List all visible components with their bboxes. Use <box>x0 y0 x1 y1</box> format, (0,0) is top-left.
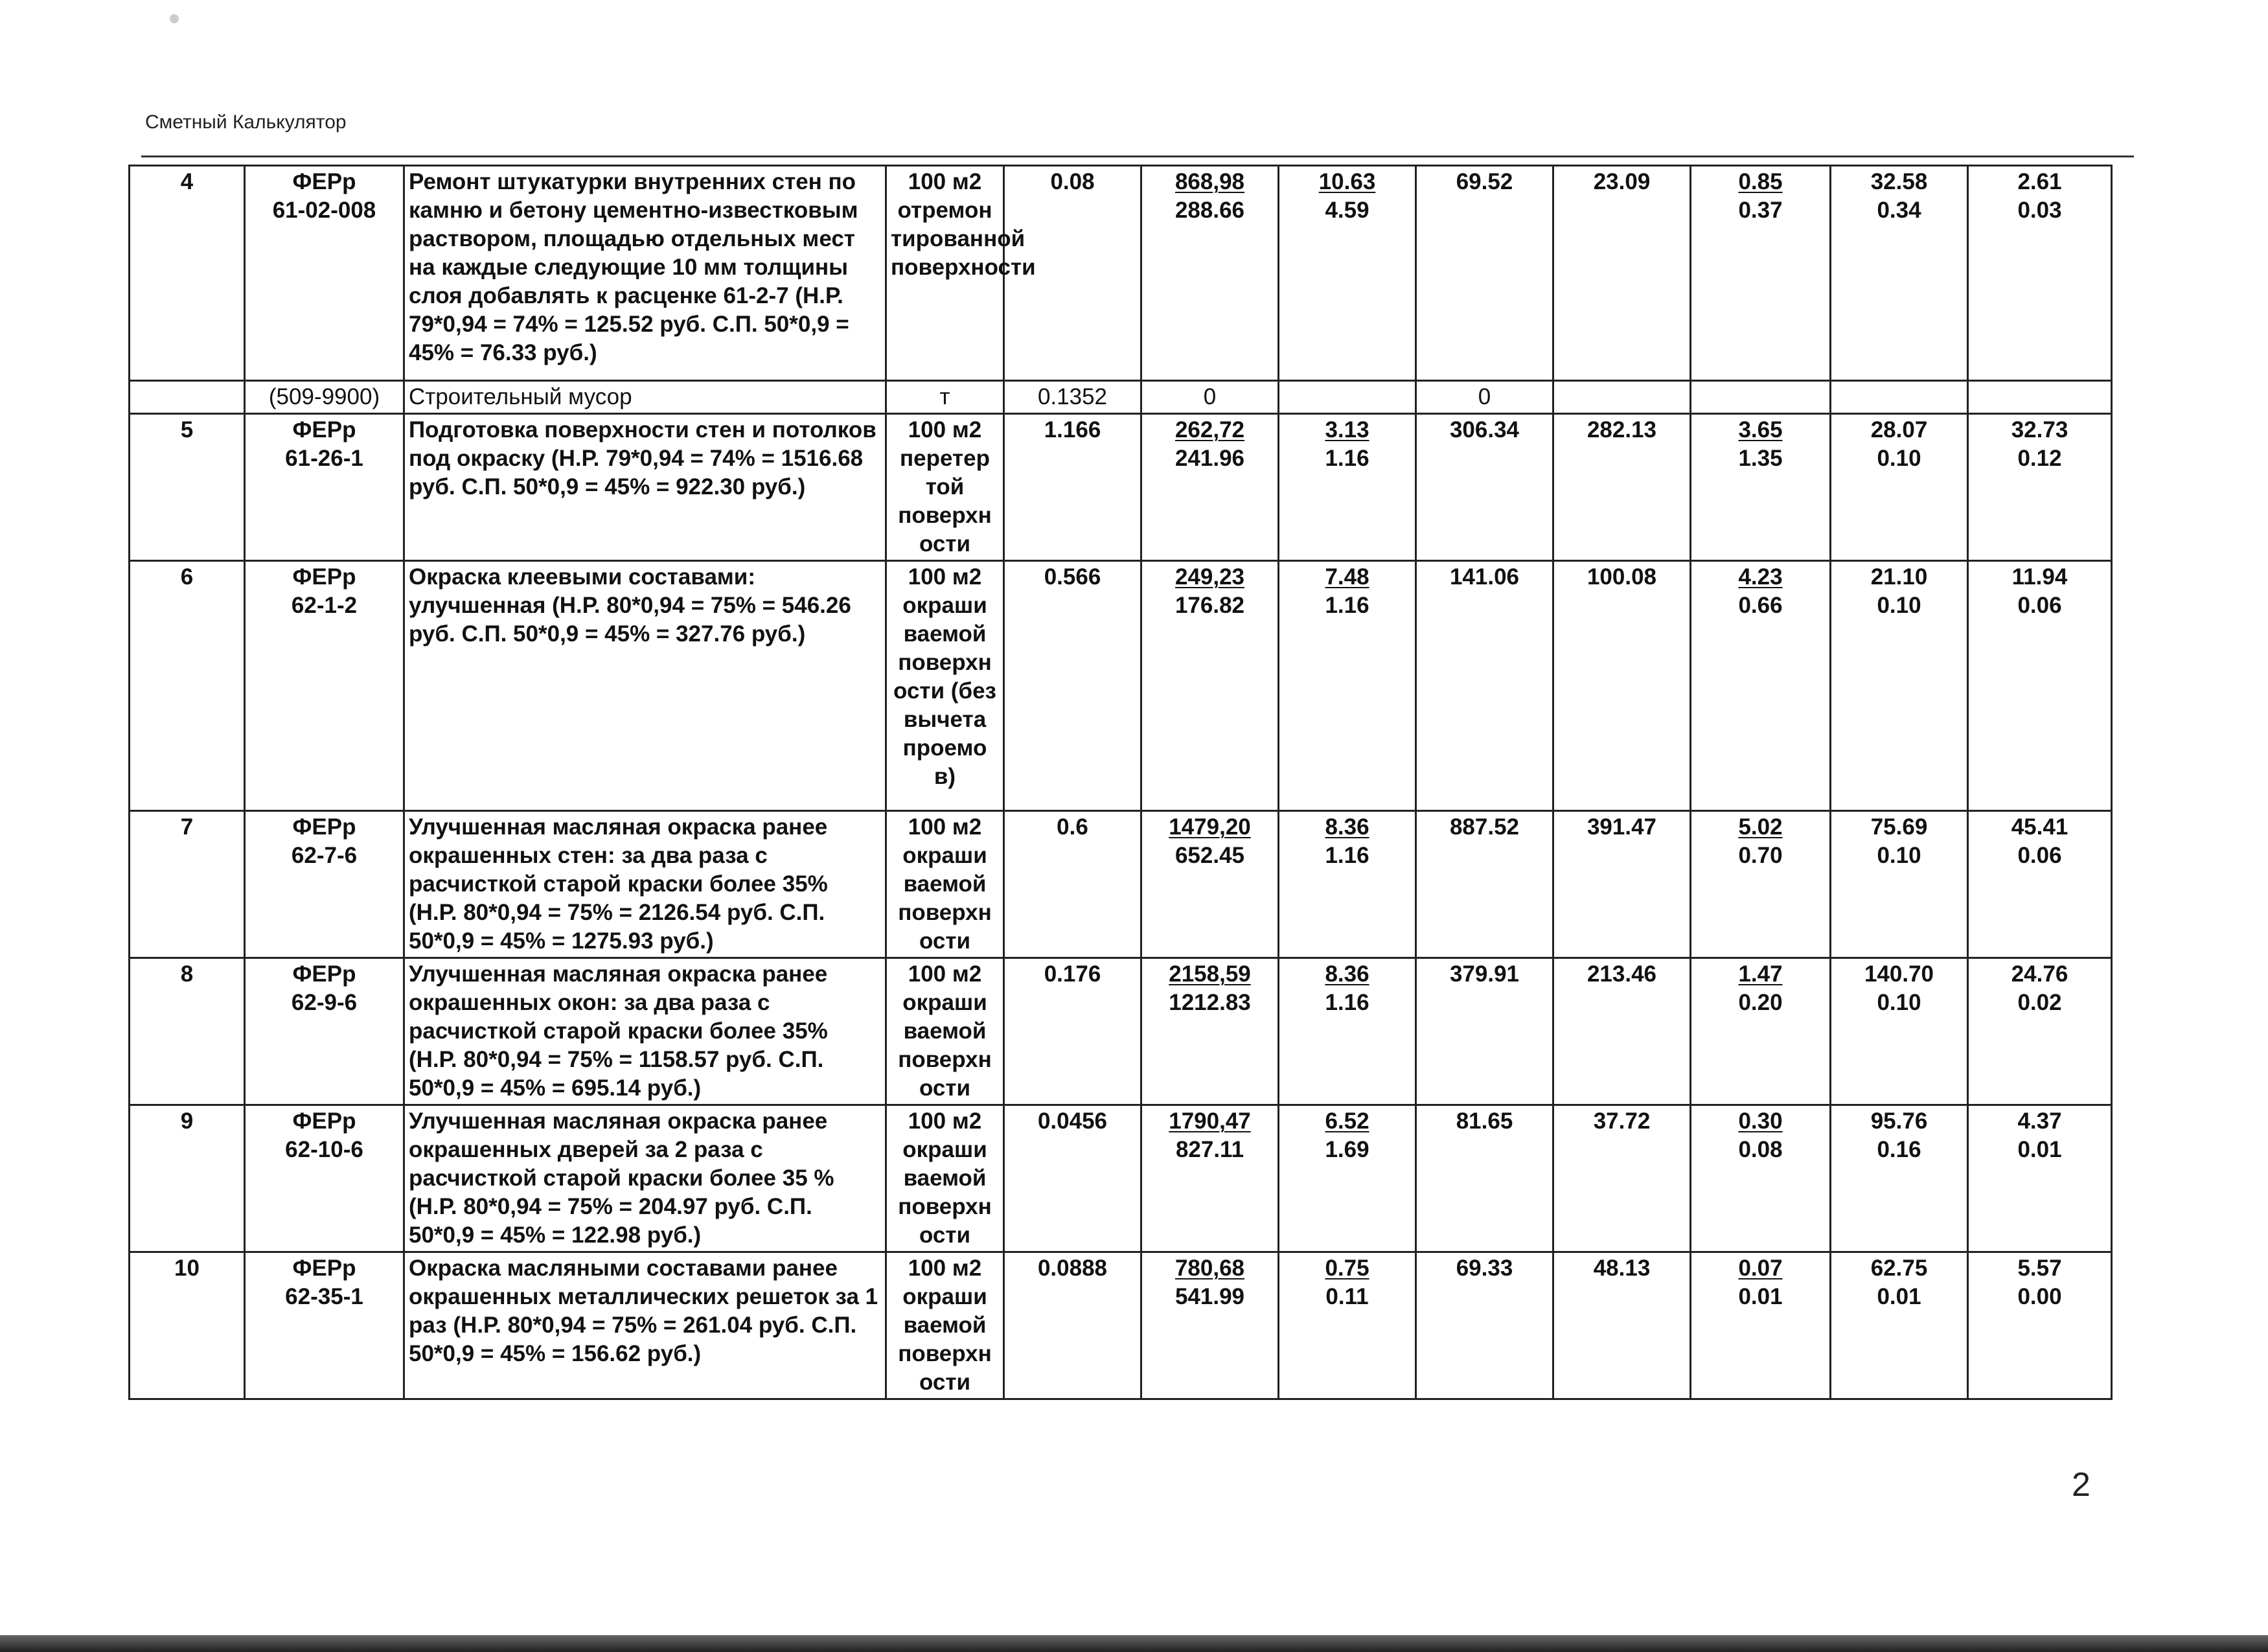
row-quantity-text: 0.0888 <box>1037 1256 1108 1281</box>
table-row <box>130 811 2112 958</box>
row-col10 <box>1691 958 1831 1105</box>
col11-pair-bottom: 0.10 <box>1877 593 1921 618</box>
col7-fraction <box>1325 813 1369 870</box>
col7-fraction-top: 3.13 <box>1325 417 1369 442</box>
row-code-text: (509-9900) <box>268 384 380 409</box>
table-row <box>130 414 2112 561</box>
price-fraction-top: 868,98 <box>1174 169 1245 194</box>
col12-pair-top: 32.73 <box>2011 417 2068 442</box>
row-quantity <box>1004 381 1141 414</box>
row-total <box>1416 811 1553 958</box>
col11-pair <box>1835 1107 1963 1164</box>
row-col9 <box>1553 561 1691 811</box>
col10-fraction-top: 1.47 <box>1738 961 1783 987</box>
col11-pair-bottom: 0.10 <box>1877 843 1921 868</box>
row-quantity <box>1004 811 1141 958</box>
col10-fraction <box>1738 416 1782 473</box>
row-description-text: Подготовка поверхности стен и потолков под окраску (Н.Р. 79*0,94 = 74% = 1516.68 руб. С.П. 50*0,9 = 45% = 922.30 руб.) <box>409 417 876 499</box>
row-description <box>404 811 886 958</box>
price-fraction <box>1175 416 1244 473</box>
row-col12 <box>1968 811 2112 958</box>
code-prefix: ФЕРр <box>292 564 356 590</box>
code-prefix: ФЕРр <box>292 417 356 442</box>
col7-fraction <box>1325 563 1369 620</box>
price-fraction-top: 780,68 <box>1174 1256 1245 1281</box>
row-col12 <box>1968 166 2112 381</box>
col12-pair-top: 5.57 <box>2017 1256 2062 1281</box>
col7-fraction <box>1325 960 1369 1017</box>
col7-fraction <box>1319 168 1376 225</box>
row-unit <box>886 1105 1004 1252</box>
row-col9-text: 37.72 <box>1593 1108 1651 1134</box>
row-description <box>404 561 886 811</box>
col11-pair-bottom: 0.34 <box>1877 198 1921 223</box>
col11-pair <box>1835 1254 1963 1311</box>
col10-fraction-top: 0.85 <box>1738 169 1783 194</box>
row-number-text: 6 <box>180 564 194 590</box>
row-col11 <box>1831 166 1968 381</box>
row-col9-text: 23.09 <box>1593 169 1651 194</box>
price-fraction-bottom: 1212.83 <box>1169 990 1251 1015</box>
row-price <box>1141 958 1279 1105</box>
price-fraction-top: 1479,20 <box>1169 814 1251 840</box>
row-total-text: 141.06 <box>1449 564 1520 590</box>
col11-pair-top: 21.10 <box>1870 564 1928 590</box>
col11-pair-bottom: 0.10 <box>1877 990 1921 1015</box>
col10-fraction-bottom: 0.37 <box>1738 198 1783 223</box>
row-price <box>1141 414 1279 561</box>
row-col7 <box>1279 811 1416 958</box>
col12-pair-bottom: 0.12 <box>2017 446 2062 471</box>
row-quantity <box>1004 1252 1141 1399</box>
col7-fraction-bottom: 1.16 <box>1325 990 1369 1015</box>
row-col9 <box>1553 381 1691 414</box>
row-number <box>130 381 245 414</box>
col12-pair <box>1973 168 2107 225</box>
row-total <box>1416 958 1553 1105</box>
row-description-text: Улучшенная масляная окраска ранее окрашенных дверей за 2 раза с расчисткой старой краски более 35 % (Н.Р. 80*0,94 = 75% = 204.97 руб. С.П. 50*0,9 = 45% = 122.98 руб.) <box>409 1108 834 1248</box>
row-col7 <box>1279 414 1416 561</box>
row-quantity <box>1004 958 1141 1105</box>
row-number <box>130 561 245 811</box>
col12-pair-bottom: 0.01 <box>2017 1137 2062 1162</box>
col11-pair-bottom: 0.16 <box>1877 1137 1921 1162</box>
scan-speck <box>170 14 179 23</box>
row-col11 <box>1831 1105 1968 1252</box>
col11-pair <box>1835 960 1963 1017</box>
row-code <box>245 958 404 1105</box>
code-prefix: ФЕРр <box>292 961 356 987</box>
row-description-text: Улучшенная масляная окраска ранее окрашенных окон: за два раза с расчисткой старой краски более 35% (Н.Р. 80*0,94 = 75% = 1158.57 руб. С.П. 50*0,9 = 45% = 695.14 руб.) <box>409 961 828 1101</box>
row-col9 <box>1553 958 1691 1105</box>
col7-fraction <box>1325 1254 1369 1311</box>
col11-pair <box>1835 563 1963 620</box>
row-col10 <box>1691 1252 1831 1399</box>
col12-pair-top: 11.94 <box>2011 564 2068 590</box>
row-col7 <box>1279 561 1416 811</box>
row-col9 <box>1553 414 1691 561</box>
row-col11 <box>1831 958 1968 1105</box>
col12-pair <box>1973 1254 2107 1311</box>
row-total <box>1416 561 1553 811</box>
code-prefix: ФЕРр <box>292 169 356 194</box>
col7-fraction-top: 7.48 <box>1325 564 1369 590</box>
row-col9 <box>1553 1252 1691 1399</box>
col10-fraction-top: 3.65 <box>1738 417 1783 442</box>
col7-fraction-top: 6.52 <box>1325 1108 1369 1134</box>
row-unit-text: 100 м2 окраши ваемой поверхн ости <box>898 961 992 1101</box>
col7-fraction <box>1325 1107 1369 1164</box>
row-unit <box>886 414 1004 561</box>
row-total <box>1416 1105 1553 1252</box>
price-fraction <box>1169 960 1251 1017</box>
price-fraction-bottom: 241.96 <box>1174 446 1245 471</box>
col11-pair-top: 95.76 <box>1870 1108 1928 1134</box>
col12-pair <box>1973 563 2107 620</box>
row-number-text: 8 <box>180 961 194 987</box>
row-description <box>404 1105 886 1252</box>
row-number <box>130 811 245 958</box>
col10-fraction-bottom: 0.20 <box>1738 990 1783 1015</box>
col10-fraction-bottom: 0.08 <box>1738 1137 1783 1162</box>
row-description <box>404 1252 886 1399</box>
row-description <box>404 958 886 1105</box>
row-col10 <box>1691 811 1831 958</box>
col11-pair-bottom: 0.10 <box>1877 446 1921 471</box>
row-number-text: 4 <box>180 169 194 194</box>
col10-fraction <box>1738 960 1782 1017</box>
col11-pair-top: 32.58 <box>1870 169 1928 194</box>
row-col12 <box>1968 561 2112 811</box>
code-prefix: ФЕРр <box>292 1256 356 1281</box>
row-total <box>1416 414 1553 561</box>
row-total-text: 306.34 <box>1449 417 1520 442</box>
col7-fraction-top: 10.63 <box>1318 169 1376 194</box>
col10-fraction-top: 0.07 <box>1738 1256 1783 1281</box>
price-fraction-bottom: 288.66 <box>1174 198 1245 223</box>
table-row <box>130 561 2112 811</box>
row-col10 <box>1691 166 1831 381</box>
row-price <box>1141 1252 1279 1399</box>
table-row <box>130 1105 2112 1252</box>
row-total-text: 0 <box>1478 384 1491 409</box>
row-col7 <box>1279 1105 1416 1252</box>
row-col10 <box>1691 381 1831 414</box>
row-code <box>245 811 404 958</box>
row-col11 <box>1831 381 1968 414</box>
row-col7 <box>1279 166 1416 381</box>
row-col7 <box>1279 1252 1416 1399</box>
scan-edge-bar <box>0 1635 2268 1652</box>
row-col10 <box>1691 1105 1831 1252</box>
col12-pair-top: 45.41 <box>2011 814 2068 840</box>
row-col9-text: 391.47 <box>1586 814 1657 840</box>
code-prefix: ФЕРр <box>292 1108 356 1134</box>
row-unit-text: 100 м2 окраши ваемой поверхн ости (без вычета проемо в) <box>893 564 996 789</box>
col11-pair <box>1835 813 1963 870</box>
code-number: 62-10-6 <box>285 1137 363 1162</box>
col10-fraction-bottom: 0.66 <box>1738 593 1783 618</box>
price-fraction-bottom: 176.82 <box>1174 593 1245 618</box>
col11-pair-top: 62.75 <box>1870 1256 1928 1281</box>
row-quantity <box>1004 1105 1141 1252</box>
col10-fraction <box>1738 1254 1782 1311</box>
row-number-text: 5 <box>180 417 194 442</box>
price-fraction-top: 1790,47 <box>1169 1108 1251 1134</box>
row-col10 <box>1691 561 1831 811</box>
row-total <box>1416 381 1553 414</box>
row-unit-text: 100 м2 окраши ваемой поверхн ости <box>898 1256 992 1395</box>
row-unit-text: т <box>939 384 950 409</box>
col10-fraction <box>1738 1107 1782 1164</box>
row-col12 <box>1968 1252 2112 1399</box>
row-code <box>245 414 404 561</box>
row-col12 <box>1968 381 2112 414</box>
col11-pair-bottom: 0.01 <box>1877 1284 1921 1309</box>
row-unit <box>886 561 1004 811</box>
row-description <box>404 166 886 381</box>
col7-fraction <box>1325 416 1369 473</box>
row-price <box>1141 1105 1279 1252</box>
col10-fraction <box>1738 168 1782 225</box>
row-number <box>130 1252 245 1399</box>
row-col9-text: 100.08 <box>1586 564 1657 590</box>
row-total <box>1416 1252 1553 1399</box>
col7-fraction-bottom: 1.69 <box>1325 1137 1369 1162</box>
row-col7 <box>1279 381 1416 414</box>
row-unit <box>886 811 1004 958</box>
estimate-table-body <box>130 166 2112 1399</box>
row-code <box>245 166 404 381</box>
row-description <box>404 414 886 561</box>
col12-pair-bottom: 0.06 <box>2017 593 2062 618</box>
row-code <box>245 1105 404 1252</box>
row-price <box>1141 561 1279 811</box>
col10-fraction-top: 0.30 <box>1738 1108 1783 1134</box>
row-unit <box>886 958 1004 1105</box>
row-quantity <box>1004 414 1141 561</box>
row-code <box>245 561 404 811</box>
col12-pair-top: 2.61 <box>2017 169 2062 194</box>
col7-fraction-bottom: 4.59 <box>1325 198 1369 223</box>
row-description-text: Окраска клеевыми составами: улучшенная (Н.Р. 80*0,94 = 75% = 546.26 руб. С.П. 50*0,9 = 45% = 327.76 руб.) <box>409 564 851 647</box>
col7-fraction-top: 8.36 <box>1325 814 1369 840</box>
col12-pair-top: 24.76 <box>2011 961 2068 987</box>
col10-fraction-bottom: 0.70 <box>1738 843 1783 868</box>
price-fraction-top: 2158,59 <box>1169 961 1251 987</box>
row-col11 <box>1831 561 1968 811</box>
col7-fraction-bottom: 0.11 <box>1325 1284 1369 1309</box>
row-number <box>130 958 245 1105</box>
row-price <box>1141 381 1279 414</box>
price-fraction-top: 262,72 <box>1174 417 1245 442</box>
row-unit <box>886 381 1004 414</box>
row-col12 <box>1968 414 2112 561</box>
row-col11 <box>1831 811 1968 958</box>
row-col7 <box>1279 958 1416 1105</box>
col11-pair-top: 28.07 <box>1870 417 1928 442</box>
col7-fraction-bottom: 1.16 <box>1325 843 1369 868</box>
row-total-text: 69.33 <box>1456 1256 1513 1281</box>
price-fraction-bottom: 541.99 <box>1174 1284 1245 1309</box>
row-price <box>1141 166 1279 381</box>
row-unit-text: 100 м2 отремон тированной поверхности <box>891 169 1036 280</box>
col10-fraction <box>1738 813 1782 870</box>
row-col11 <box>1831 1252 1968 1399</box>
row-col9-text: 213.46 <box>1586 961 1657 987</box>
col11-pair <box>1835 168 1963 225</box>
row-col12 <box>1968 1105 2112 1252</box>
row-description-text: Улучшенная масляная окраска ранее окрашенных стен: за два раза с расчисткой старой краски более 35% (Н.Р. 80*0,94 = 75% = 2126.54 руб. С.П. 50*0,9 = 45% = 1275.93 руб.) <box>409 814 828 954</box>
row-description-text: Окраска масляными составами ранее окрашенных металлических решеток за 1 раз (Н.Р. 80*0,94 = 75% = 261.04 руб. С.П. 50*0,9 = 45% = 156.62 руб.) <box>409 1256 878 1366</box>
col12-pair <box>1973 960 2107 1017</box>
row-code <box>245 1252 404 1399</box>
row-col11 <box>1831 414 1968 561</box>
row-quantity-text: 0.566 <box>1044 564 1101 590</box>
col7-fraction-bottom: 1.16 <box>1325 593 1369 618</box>
col10-fraction-top: 5.02 <box>1738 814 1783 840</box>
page-header-title: Сметный Калькулятор <box>145 111 347 133</box>
row-description-text: Ремонт штукатурки внутренних стен по камню и бетону цементно-известковым раствором, площадью отдельных мест на каждые следующие 10 мм толщины слоя добавлять к расценке 61-2-7 (Н.Р. 79*0,94 = 74% = 125.52 руб. С.П. 50*0,9 = 45% = 76.33 руб.) <box>409 169 858 365</box>
code-number: 62-35-1 <box>285 1284 363 1309</box>
col12-pair <box>1973 1107 2107 1164</box>
col10-fraction <box>1738 563 1782 620</box>
col12-pair-bottom: 0.03 <box>2017 198 2062 223</box>
row-col9 <box>1553 166 1691 381</box>
price-fraction-top: 249,23 <box>1174 564 1245 590</box>
price-fraction <box>1175 1254 1244 1311</box>
row-number-text: 7 <box>180 814 194 840</box>
page-number: 2 <box>2072 1466 2090 1504</box>
row-col9 <box>1553 1105 1691 1252</box>
header-divider <box>141 155 2134 157</box>
row-total-text: 69.52 <box>1456 169 1513 194</box>
price-fraction-bottom: 827.11 <box>1175 1137 1244 1162</box>
col12-pair-bottom: 0.06 <box>2017 843 2062 868</box>
price-fraction-bottom: 652.45 <box>1174 843 1245 868</box>
row-price-text: 0 <box>1203 384 1217 409</box>
row-col9-text: 48.13 <box>1593 1256 1651 1281</box>
row-unit <box>886 1252 1004 1399</box>
row-quantity <box>1004 561 1141 811</box>
row-total <box>1416 166 1553 381</box>
row-unit-text: 100 м2 перетер той поверхн ости <box>898 417 992 556</box>
row-code <box>245 381 404 414</box>
row-quantity-text: 0.1352 <box>1037 384 1108 409</box>
row-unit-text: 100 м2 окраши ваемой поверхн ости <box>898 1108 992 1248</box>
col7-fraction-bottom: 1.16 <box>1325 446 1369 471</box>
row-unit <box>886 166 1036 381</box>
row-col9 <box>1553 811 1691 958</box>
col10-fraction-top: 4.23 <box>1738 564 1783 590</box>
row-description-text: Строительный мусор <box>409 384 632 409</box>
table-row <box>130 166 2112 381</box>
col12-pair-top: 4.37 <box>2017 1108 2062 1134</box>
col10-fraction-bottom: 0.01 <box>1738 1284 1783 1309</box>
col10-fraction-bottom: 1.35 <box>1738 446 1783 471</box>
code-number: 62-7-6 <box>291 843 358 868</box>
price-fraction <box>1175 168 1244 225</box>
estimate-table <box>128 165 2113 1400</box>
code-number: 61-26-1 <box>285 446 363 471</box>
row-total-text: 379.91 <box>1449 961 1520 987</box>
col7-fraction-top: 8.36 <box>1325 961 1369 987</box>
col11-pair <box>1835 416 1963 473</box>
row-unit-text: 100 м2 окраши ваемой поверхн ости <box>898 814 992 954</box>
col12-pair <box>1973 813 2107 870</box>
code-number: 62-1-2 <box>291 593 358 618</box>
code-prefix: ФЕРр <box>292 814 356 840</box>
row-number-text: 10 <box>174 1256 200 1281</box>
table-row-material <box>130 381 2112 414</box>
price-fraction <box>1169 1107 1251 1164</box>
col12-pair-bottom: 0.02 <box>2017 990 2062 1015</box>
code-number: 61-02-008 <box>272 198 376 223</box>
row-quantity-text: 1.166 <box>1044 417 1101 442</box>
row-col9-text: 282.13 <box>1586 417 1657 442</box>
row-col10 <box>1691 414 1831 561</box>
row-number-text: 9 <box>180 1108 194 1134</box>
col11-pair-top: 75.69 <box>1870 814 1928 840</box>
row-description <box>404 381 886 414</box>
row-total-text: 81.65 <box>1456 1108 1513 1134</box>
row-col12 <box>1968 958 2112 1105</box>
row-number <box>130 166 245 381</box>
table-row <box>130 1252 2112 1399</box>
col12-pair <box>1973 416 2107 473</box>
row-quantity-text: 0.176 <box>1044 961 1101 987</box>
row-price <box>1141 811 1279 958</box>
code-number: 62-9-6 <box>291 990 358 1015</box>
row-quantity-text: 0.08 <box>1050 169 1095 194</box>
row-total-text: 887.52 <box>1449 814 1520 840</box>
table-row <box>130 958 2112 1105</box>
row-number <box>130 1105 245 1252</box>
price-fraction <box>1175 563 1244 620</box>
col12-pair-bottom: 0.00 <box>2017 1284 2062 1309</box>
col7-fraction-top: 0.75 <box>1325 1256 1369 1281</box>
col11-pair-top: 140.70 <box>1864 961 1934 987</box>
row-number <box>130 414 245 561</box>
row-quantity-text: 0.0456 <box>1037 1108 1108 1134</box>
row-quantity-text: 0.6 <box>1057 814 1088 840</box>
price-fraction <box>1169 813 1251 870</box>
